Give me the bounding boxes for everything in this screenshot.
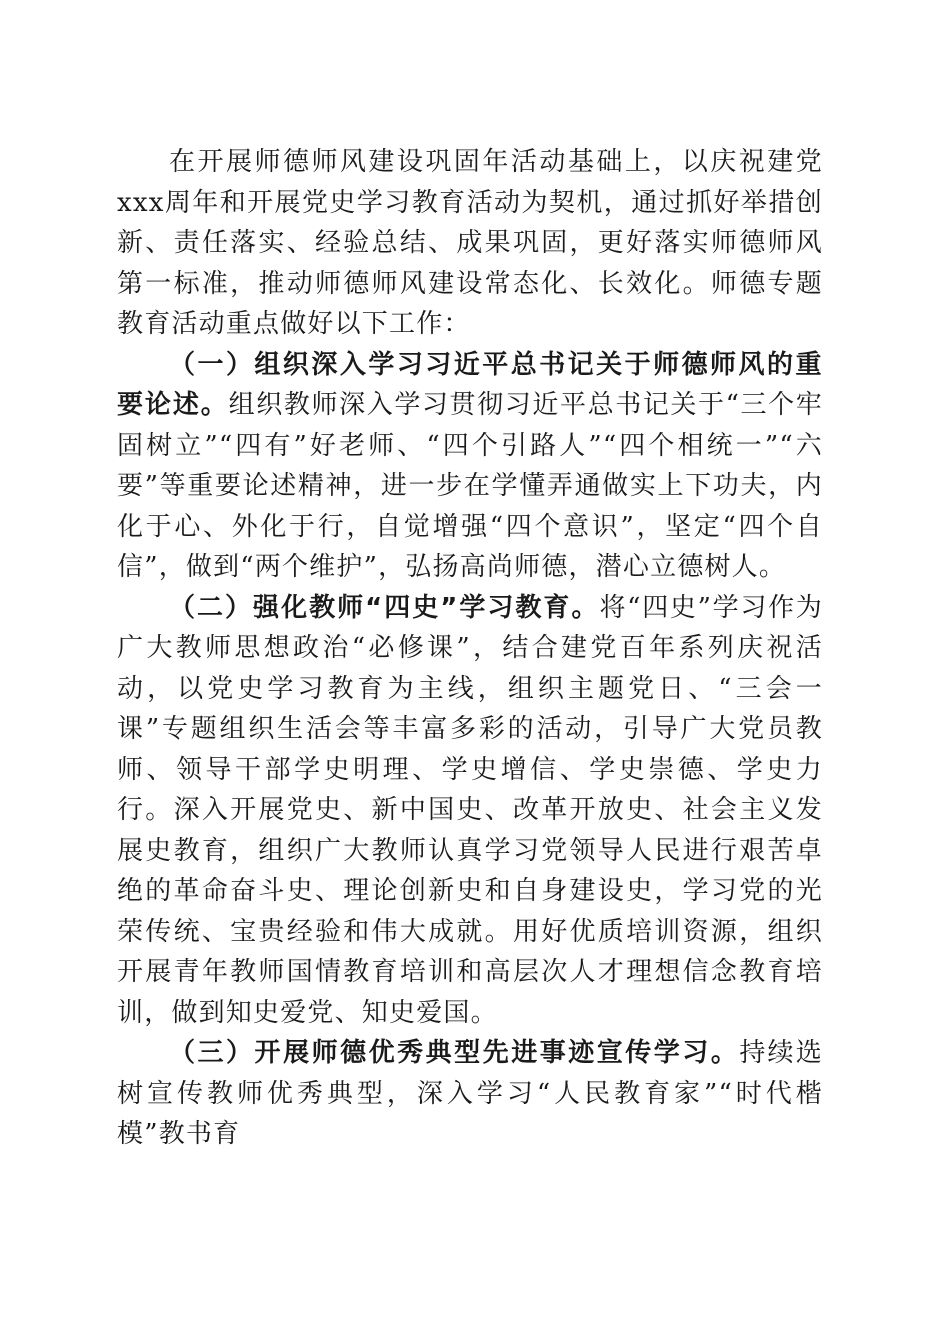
section-1-heading: （一）组织深入学习习近平总书记关于师德师风的重要论述。 xyxy=(117,349,823,420)
section-2-paragraph xyxy=(117,588,823,1034)
section-1-body: 组织教师深入学习贯彻习近平总书记关于“三个牢固树立”“四有”好老师、“四个引路人”“四个相统一”“六要”等重要论述精神，进一步在学懂弄通做实上下功夫，内化于心、外化于行，自觉增强“四个意识”，坚定“四个自信”，做到“两个维护”，弘扬高尚师德，潜心立德树人。 xyxy=(117,390,823,582)
section-1-paragraph xyxy=(117,345,823,588)
section-2-heading: （二）强化教师“四史”学习教育。 xyxy=(169,592,600,623)
section-2-body: 将“四史”学习作为广大教师思想政治“必修课”，结合建党百年系列庆祝活动，以党史学习教育为主线，组织主题党日、“三会一课”专题组织生活会等丰富多彩的活动，引导广大党员教师、领导干部学史明理、学史增信、学史崇德、学史力行。深入开展党史、新中国史、改革开放史、社会主义发展史教育，组织广大教师认真学习党领导人民进行艰苦卓绝的革命奋斗史、理论创新史和自身建设史，学习党的光荣传统、宝贵经验和伟大成就。用好优质培训资源，组织开展青年教师国情教育培训和高层次人才理想信念教育培训，做到知史爱党、知史爱国。 xyxy=(117,592,823,1028)
intro-paragraph xyxy=(117,142,823,345)
section-3-body: 持续选树宣传教师优秀典型，深入学习“人民教育家”“时代楷模”教书育 xyxy=(117,1038,823,1149)
document-body xyxy=(117,142,823,1155)
intro-text: 在开展师德师风建设巩固年活动基础上，以庆祝建党xxx周年和开展党史学习教育活动为契机，通过抓好举措创新、责任落实、经验总结、成果巩固，更好落实师德师风第一标准，推动师德师风建设常态化、长效化。师德专题教育活动重点做好以下工作： xyxy=(117,147,823,339)
section-3-heading: （三）开展师德优秀典型先进事迹宣传学习。 xyxy=(169,1038,740,1068)
section-3-paragraph xyxy=(117,1033,823,1155)
